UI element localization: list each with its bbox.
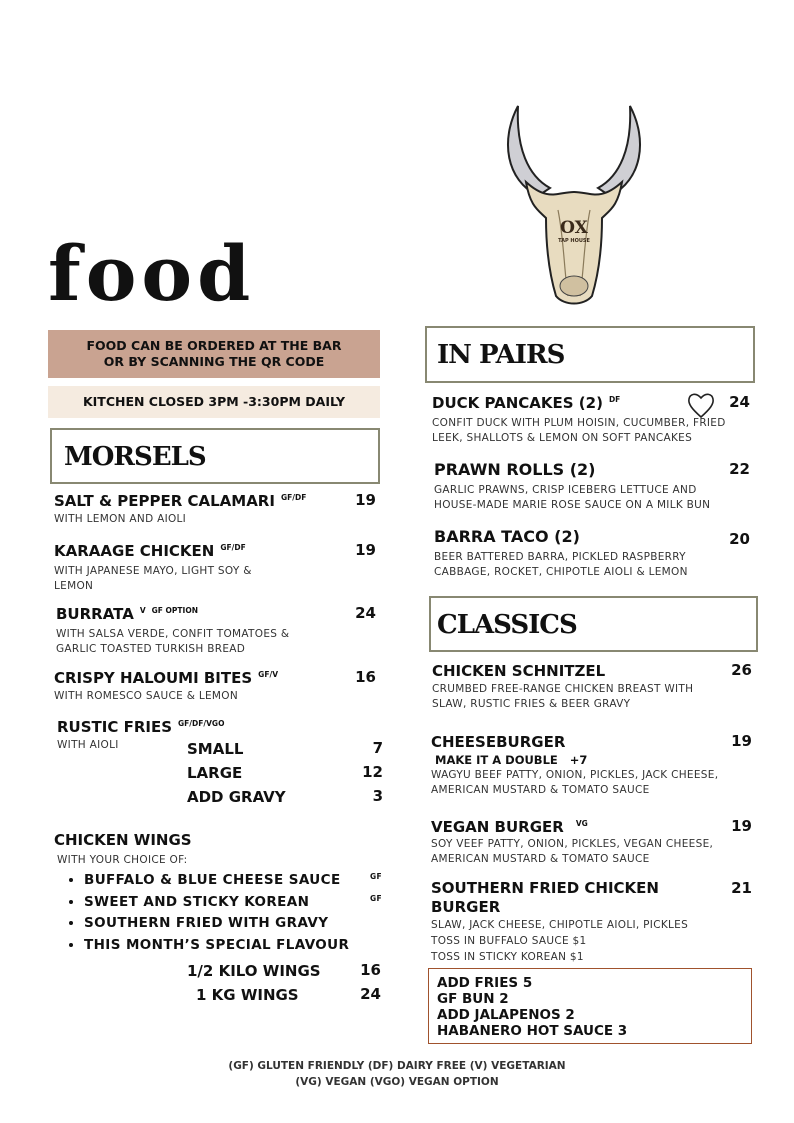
addon-item: HABANERO HOT SAUCE 3 [437,1023,628,1039]
item-description: CRUMBED FREE-RANGE CHICKEN BREAST WITH [432,683,694,695]
item-description: WAGYU BEEF PATTY, ONION, PICKLES, JACK CHEESE, [431,769,719,781]
option-price: 12 [362,763,383,781]
wings-name: CHICKEN WINGS [54,831,192,849]
item-name: SALT & PEPPER CALAMARI [54,492,275,510]
flavour-label: SWEET AND STICKY KOREAN [84,893,310,910]
item-description: WITH JAPANESE MAYO, LIGHT SOY & [54,565,252,577]
morsels-heading: MORSELS [50,428,380,484]
diet-tag: GF/DF [280,492,307,502]
item-price: 19 [731,732,752,750]
prawn-item [434,460,752,513]
fries-option-row [187,787,383,811]
fries-option-row [187,739,383,763]
ox-skull-logo [498,100,650,312]
list-item [84,892,383,914]
legend-line: (GF) GLUTEN FRIENDLY (DF) DAIRY FREE (V) VEGETARIAN [228,1060,566,1072]
item-description: SLAW, JACK CHEESE, CHIPOTLE AIOLI, PICKLES [431,919,689,931]
item-name: RUSTIC FRIES [57,718,173,736]
item-price: 19 [731,817,752,835]
sfc-burger-item [431,879,752,965]
double-option [435,753,752,767]
item-price: 21 [731,879,752,897]
size-label: 1/2 KILO WINGS [187,962,321,980]
item-price: 19 [355,491,376,509]
item-name: KARAAGE CHICKEN [54,542,215,560]
classics-heading: CLASSICS [429,596,758,652]
size-label: 1 KG WINGS [196,986,299,1004]
item-description: WITH ROMESCO SAUCE & LEMON [54,690,238,702]
order-notice-line1: FOOD CAN BE ORDERED AT THE BAR [86,338,342,353]
item-price: 20 [729,530,750,548]
item-name: BARRA TACO (2) [434,527,580,546]
flavour-label: THIS MONTH’S SPECIAL FLAVOUR [84,936,350,953]
option-price: 3 [372,787,383,805]
schnitzel-item [432,661,752,712]
item-name: VEGAN BURGER [431,818,564,836]
kitchen-hours: KITCHEN CLOSED 3PM -3:30PM DAILY [48,386,380,418]
page-title: food [48,229,256,318]
haloumi-item [54,668,382,704]
item-name: CRISPY HALOUMI BITES [54,669,253,687]
diet-tag: GF/V [258,669,278,679]
diet-tag: V [139,605,146,615]
option-label: ADD GRAVY [187,788,286,806]
item-name: PRAWN ROLLS (2) [434,460,596,479]
item-description: TOSS IN STICKY KOREAN $1 [431,951,584,963]
item-price: 19 [355,541,376,559]
fries-options [187,739,383,811]
item-description: BEER BATTERED BARRA, PICKLED RASPBERRY [434,551,686,563]
wings-size-row [187,985,383,1009]
double-price: +7 [569,753,588,767]
diet-tag: VG [575,818,588,828]
wings-description: WITH YOUR CHOICE OF: [57,854,188,866]
diet-tag: GF/DF [220,542,246,552]
diet-tag: GF/DF/VGO [178,718,225,728]
item-description: TOSS IN BUFFALO SAUCE $1 [431,935,587,947]
item-name: CHICKEN SCHNITZEL [432,662,606,680]
dietary-legend [0,1058,794,1090]
wings-flavour-list [62,870,383,956]
item-description: HOUSE-MADE MARIE ROSE SAUCE ON A MILK BUN [434,499,711,511]
list-item [84,870,383,892]
double-label: MAKE IT A DOUBLE [435,753,558,767]
calamari-item [54,491,382,527]
legend-line: (VG) VEGAN (VGO) VEGAN OPTION [295,1076,499,1088]
item-description: WITH AIOLI [57,739,119,751]
item-description: AMERICAN MUSTARD & TOMATO SAUCE [431,853,650,865]
option-label: SMALL [187,740,244,758]
logo-subtext: TAP HOUSE [558,238,590,244]
item-name: CHEESEBURGER [431,733,566,751]
diet-tag: GF [370,872,383,881]
logo-text: OX [560,218,588,238]
option-price: 7 [372,739,383,757]
cheeseburger-item [431,732,752,798]
item-description: SOY VEEF PATTY, ONION, PICKLES, VEGAN CHEESE, [431,838,714,850]
item-price: 22 [729,460,750,478]
item-description: GARLIC TOASTED TURKISH BREAD [56,643,246,655]
wings-size-row [187,961,383,985]
item-name: BURRATA [56,605,134,623]
item-price: 26 [731,661,752,679]
burrata-item [56,604,382,657]
fries-option-row [187,763,383,787]
diet-tag: GF OPTION [151,605,198,615]
list-item [84,913,349,935]
option-label: LARGE [187,764,243,782]
order-notice [48,330,380,378]
order-notice-line2: OR BY SCANNING THE QR CODE [103,354,325,369]
in-pairs-heading: IN PAIRS [425,326,755,383]
flavour-label: BUFFALO & BLUE CHEESE SAUCE [84,872,341,888]
item-name: DUCK PANCAKES (2) [432,394,603,412]
item-name: SOUTHERN FRIED CHICKEN [431,879,659,897]
item-description: WITH SALSA VERDE, CONFIT TOMATOES & [56,628,290,640]
addon-item: ADD FRIES 5 [437,975,533,991]
item-price: 24 [729,393,750,411]
item-description: GARLIC PRAWNS, CRISP ICEBERG LETTUCE AND [434,484,697,496]
duck-item [432,393,752,446]
wings-sizes [187,961,383,1009]
diet-tag: GF [370,893,383,903]
addon-item: ADD JALAPENOS 2 [437,1007,575,1023]
flavour-label: SOUTHERN FRIED WITH GRAVY [84,915,329,931]
addons-box [428,968,752,1044]
taco-item [434,527,752,580]
karaage-item [54,541,382,594]
list-item [84,935,349,957]
size-price: 24 [360,985,381,1003]
item-price: 24 [355,604,376,622]
item-price: 16 [355,668,376,686]
item-description: AMERICAN MUSTARD & TOMATO SAUCE [431,784,650,796]
addon-item: GF BUN 2 [437,991,509,1007]
item-name: BURGER [431,898,501,916]
item-description: SLAW, RUSTIC FRIES & BEER GRAVY [432,698,631,710]
size-price: 16 [360,961,381,979]
diet-tag: DF [608,394,621,404]
item-description: CABBAGE, ROCKET, CHIPOTLE AIOLI & LEMON [434,566,688,578]
vegan-burger-item [431,817,752,867]
item-description: LEEK, SHALLOTS & LEMON ON SOFT PANCAKES [432,432,693,444]
item-description: LEMON [54,580,94,592]
item-description: CONFIT DUCK WITH PLUM HOISIN, CUCUMBER, FRIED [432,417,726,429]
item-description: WITH LEMON AND AIOLI [54,513,187,525]
